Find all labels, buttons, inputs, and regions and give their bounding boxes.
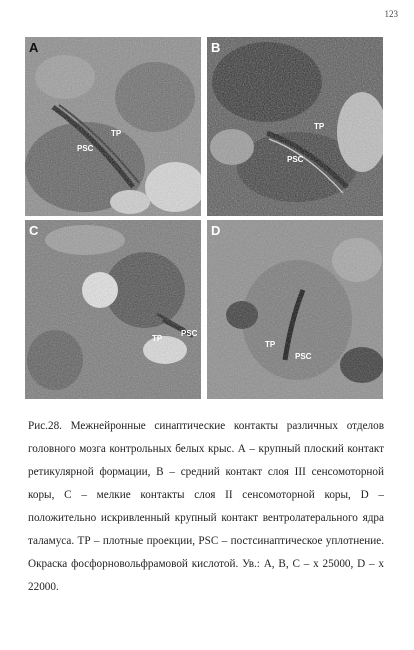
micrograph-panel-d <box>207 220 383 399</box>
micrograph-panel-b <box>207 37 383 216</box>
figure-micrographs <box>25 37 383 399</box>
label-psc-a: PSC <box>77 144 94 153</box>
label-psc-d: PSC <box>295 352 312 361</box>
micrograph-b-image <box>207 37 383 216</box>
micrograph-panel-a <box>25 37 201 216</box>
micrograph-d-image <box>207 220 383 399</box>
panel-letter-a: A <box>29 40 39 55</box>
panel-letter-c: C <box>29 223 39 238</box>
label-psc-b: PSC <box>287 155 304 164</box>
label-tp-d: TP <box>265 340 276 349</box>
micrograph-panel-c <box>25 220 201 399</box>
label-psc-c: PSC <box>181 329 198 338</box>
micrograph-c-image <box>25 220 201 399</box>
page-number: 123 <box>384 9 398 19</box>
panel-letter-b: B <box>211 40 221 55</box>
label-tp-b: TP <box>314 122 325 131</box>
label-tp-c: TP <box>152 334 163 343</box>
figure-caption: Рис.28. Межнейронные синаптические контакты различных отделов головного мозга контрольных белых крыс. А – крупный плоский контакт ретикулярной формации, В – средний контакт слоя III сенсомоторной коры, С – мелкие контакты слоя II сенсомоторной коры, D – положительно искривленный крупный контакт вентролатерального ядра таламуса. ТР – плотные проекции, PSC – постсинаптическое уплотнение. Окраска фосфорновольфрамовой кислотой. Ув.: А, В, С – х 25000, D – х 22000. <box>28 420 384 593</box>
label-tp-a: TP <box>111 129 122 138</box>
micrograph-a-image <box>25 37 201 216</box>
panel-letter-d: D <box>211 223 221 238</box>
